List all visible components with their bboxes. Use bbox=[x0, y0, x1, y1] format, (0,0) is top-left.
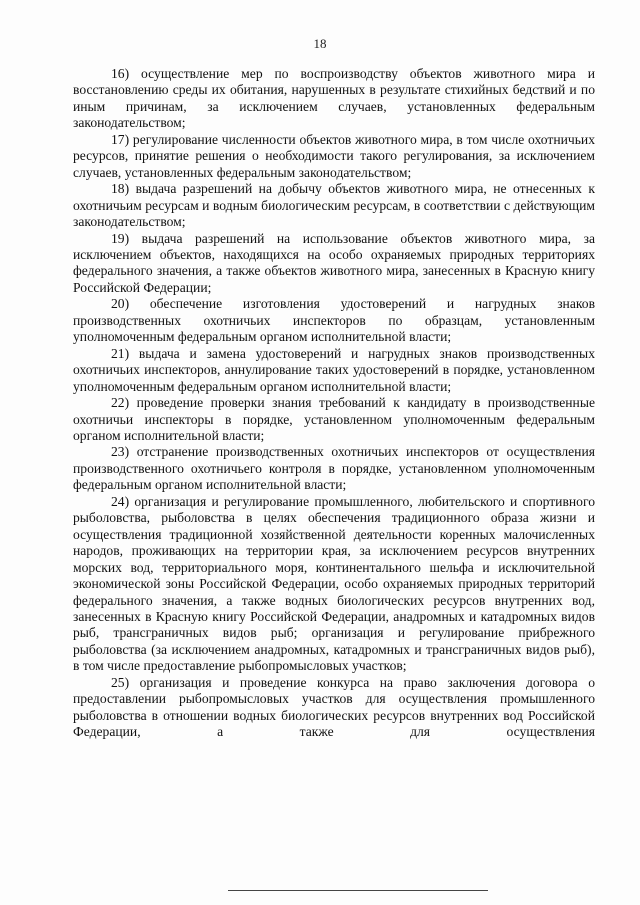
page-number: 18 bbox=[313, 36, 327, 51]
document-body bbox=[73, 66, 595, 741]
paragraph-21: 21) выдача и замена удостоверений и нагрудных знаков производственных охотничьих инспекторов, аннулирование таких удостоверений в порядке, установленном уполномоченным федеральным органом исполнительной власти; bbox=[73, 345, 595, 394]
paragraph-25: 25) организация и проведение конкурса на право заключения договора о предоставлении рыбопромысловых участков для осуществления промышленного рыболовства в отношении водных биологических ресурсов внутренних вод Российской Федерации, а также для осуществления bbox=[73, 674, 595, 740]
paragraph-23: 23) отстранение производственных охотничьих инспекторов от осуществления производственного охотничьего контроля в порядке, установленном уполномоченным федеральным органом исполнительной власти; bbox=[73, 444, 595, 493]
paragraph-19: 19) выдача разрешений на использование объектов животного мира, за исключением объектов, находящихся на особо охраняемых природных территориях федерального значения, а также объектов животного мира, занесенных в Красную книгу Российской Федерации; bbox=[73, 230, 595, 295]
paragraph-24: 24) организация и регулирование промышленного, любительского и спортивного рыболовства, рыболовства в целях обеспечения традиционного образа жизни и осуществления традиционной хозяйственной деятельности коренных малочисленных народов, проживающих на территории края, за исключением ресурсов внутренних морских вод, территориального моря, континентального шельфа и исключительной экономической зоны Российской Федерации, особо охраняемых природных территорий федерального значения, а также водных биологических ресурсов внутренних вод, занесенных в Красную книгу Российской Федерации, анадромных и катадромных видов рыб, трансграничных видов рыб; организация и регулирование прибрежного рыболовства (за исключением анадромных, катадромных и трансграничных видов рыб), в том числе предоставление рыбопромысловых участков; bbox=[73, 493, 595, 674]
paragraph-18: 18) выдача разрешений на добычу объектов животного мира, не отнесенных к охотничьим ресурсам и водным биологическим ресурсам, в соответствии с действующим законодательством; bbox=[73, 181, 595, 230]
paragraph-16: 16) осуществление мер по воспроизводству объектов животного мира и восстановлению среды их обитания, нарушенных в результате стихийных бедствий и по иным причинам, за исключением случаев, установленных федеральным законодательством; bbox=[73, 66, 595, 131]
paragraph-17: 17) регулирование численности объектов животного мира, в том числе охотничьих ресурсов, принятие решения о необходимости такого регулирования, за исключением случаев, установленных федеральным законодательством; bbox=[73, 131, 595, 180]
bottom-divider bbox=[228, 890, 488, 891]
paragraph-20: 20) обеспечение изготовления удостоверений и нагрудных знаков производственных охотничьих инспекторов по образцам, установленным уполномоченным федеральным органом исполнительной власти; bbox=[73, 296, 595, 345]
paragraph-22: 22) проведение проверки знания требований к кандидату в производственные охотничьи инспекторы в порядке, установленном уполномоченным федеральным органом исполнительной власти; bbox=[73, 395, 595, 443]
